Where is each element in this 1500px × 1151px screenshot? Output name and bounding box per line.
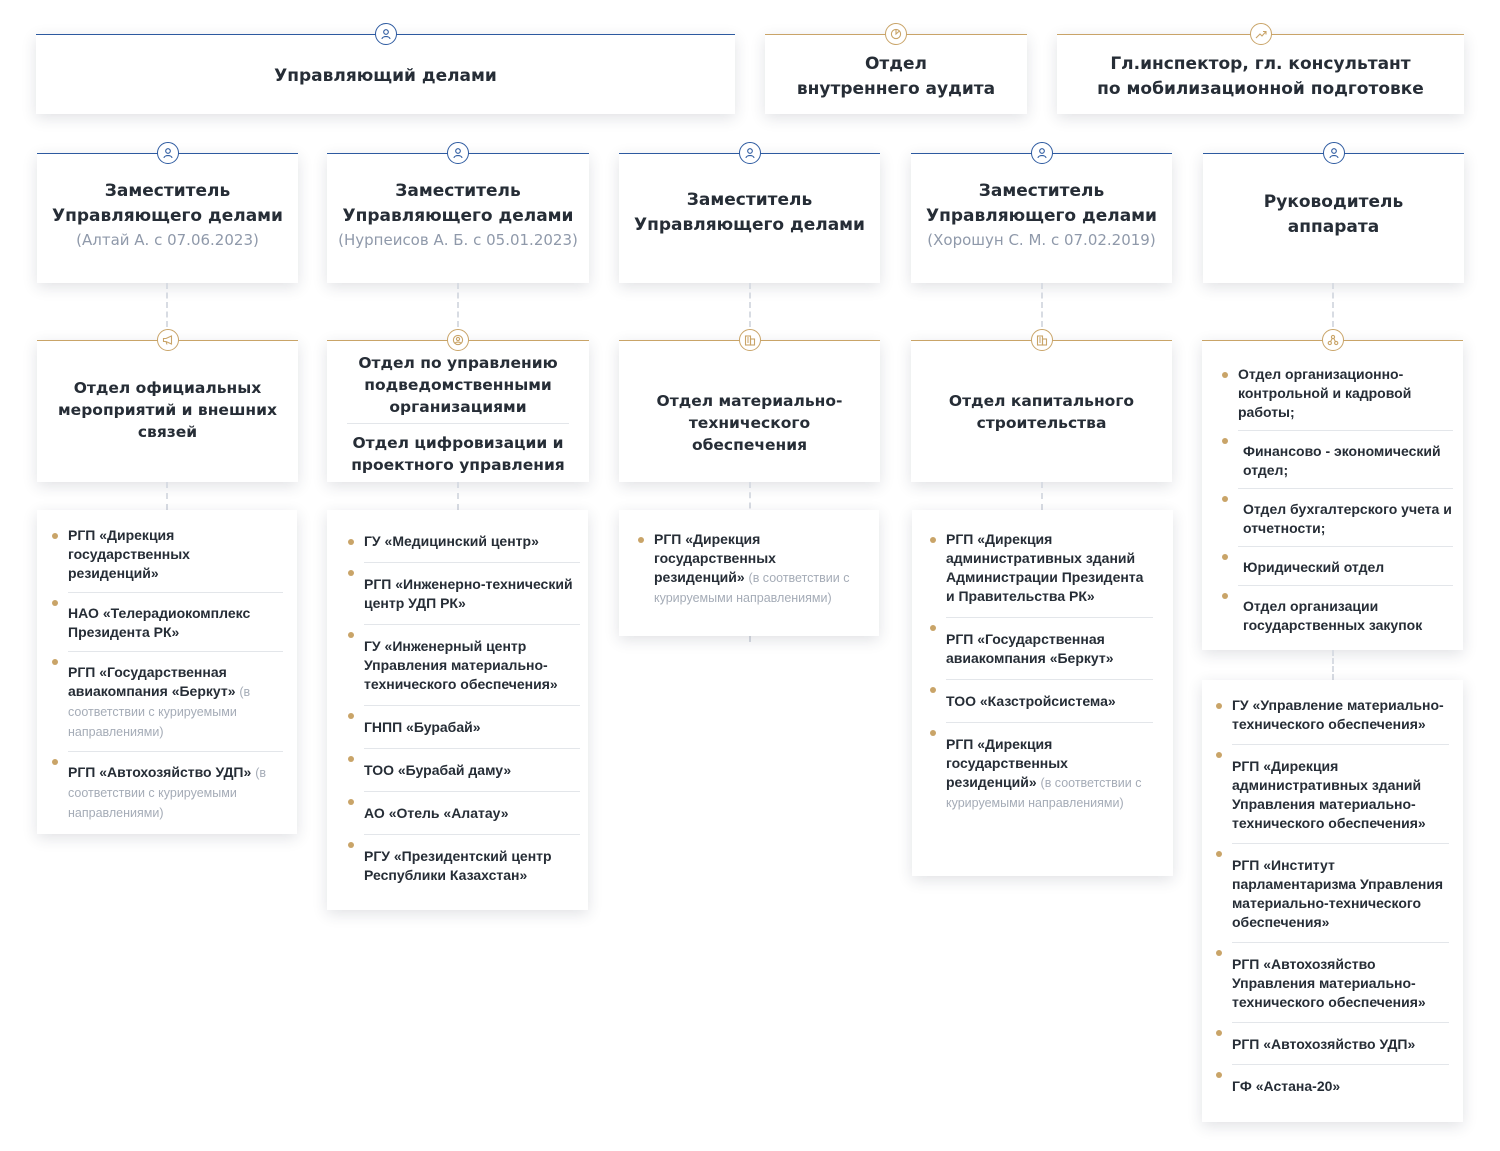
department-card-4[interactable] (911, 340, 1172, 482)
org-name: РГП «Дирекция административных зданий Администрации Президента и Правительства РК» (946, 531, 1144, 604)
deputy-line2: Управляющего делами (52, 205, 283, 226)
connector (1041, 482, 1043, 510)
deputy-line1: Руководитель (1263, 191, 1404, 212)
org-note: (в соответствии с курируемыми направлениями) (68, 685, 251, 739)
list-item: РГП «Инженерно-технический центр УДП РК» (364, 563, 580, 625)
manager-title: Управляющий делами (274, 66, 497, 86)
department-title: Отдел капитального строительства (948, 392, 1135, 432)
connector (457, 482, 459, 510)
list-item (68, 752, 283, 832)
inspector-line1: Гл.инспектор, гл. консультант (1110, 53, 1411, 74)
list-item: ГНПП «Бурабай» (364, 706, 580, 749)
connector (457, 283, 459, 327)
deputy-card-1[interactable] (37, 153, 298, 283)
list-item: Финансово - экономический отдел; (1238, 431, 1453, 489)
list-item: АО «Отель «Алатау» (364, 792, 580, 835)
list-item: Юридический отдел (1238, 547, 1453, 586)
list-item (946, 618, 1153, 680)
org-note: (в соответствии с курируемыми направлениями) (654, 571, 850, 605)
audit-line2: внутреннего аудита (796, 78, 996, 99)
network-icon (1322, 329, 1344, 351)
deputy-line2: аппарата (1287, 216, 1380, 237)
connector (749, 283, 751, 327)
list-item: Отдел организационно-контрольной и кадровой работы; (1238, 365, 1453, 431)
org-name: РГП «Государственная авиакомпания «Беркут» (68, 664, 236, 699)
inspector-card[interactable] (1057, 34, 1464, 114)
list-item: ГУ «Медицинский центр» (364, 532, 580, 563)
inspector-line2: по мобилизационной подготовке (1097, 78, 1424, 99)
deputy-line1: Заместитель (395, 180, 521, 201)
connector (1332, 650, 1334, 680)
department-list (1238, 365, 1453, 643)
org-name: РГП «Государственная авиакомпания «Беркут» (946, 631, 1114, 666)
org-name: НАО «Телерадиокомплекс Президента РК» (68, 605, 251, 640)
orgs-list (1232, 696, 1449, 1106)
list-item (68, 526, 283, 593)
list-item (68, 652, 283, 752)
settings-icon (447, 329, 469, 351)
deputy-line1: Заместитель (686, 189, 813, 210)
list-item: РГП «Дирекция административных зданий Управления материально-технического обеспечения» (1232, 745, 1449, 844)
department-title: Отдел материально-технического обеспечения (656, 392, 843, 454)
orgs-card-1[interactable] (37, 510, 297, 834)
department-card-3[interactable] (619, 340, 880, 482)
orgs-card-5[interactable] (1202, 680, 1463, 1122)
orgs-list (68, 526, 283, 832)
org-name: РГП «Автохозяйство УДП» (68, 764, 252, 780)
deputy-line1: Заместитель (104, 180, 231, 201)
deputy-line2: Управляющего делами (926, 205, 1157, 226)
list-item: Отдел организации государственных закупок (1238, 586, 1453, 643)
list-item: РГП «Автохозяйство УДП» (1232, 1023, 1449, 1065)
department-card-1[interactable] (37, 340, 298, 482)
org-note: (в соответствии с курируемыми направлениями) (68, 766, 266, 820)
megaphone-icon (157, 329, 179, 351)
deputy-line2: Управляющего делами (634, 214, 865, 235)
connector (166, 283, 168, 327)
department-title: Отдел цифровизации и проектного управления (351, 434, 565, 474)
manager-card[interactable] (36, 34, 735, 114)
deputy-card-4[interactable] (911, 153, 1172, 283)
connector (1041, 283, 1043, 327)
list-item (946, 680, 1153, 723)
list-item: РГУ «Президентский центр Республики Казахстан» (364, 835, 580, 896)
audit-card[interactable] (765, 34, 1027, 114)
department-card-2[interactable] (327, 340, 589, 482)
orgs-card-2[interactable] (327, 510, 588, 910)
department-title: Отдел официальных мероприятий и внешних связей (58, 379, 277, 441)
building-icon (1031, 329, 1053, 351)
orgs-list (654, 530, 867, 608)
deputy-name: (Хорошун С. М. с 07.02.2019) (927, 230, 1156, 249)
orgs-card-4[interactable] (912, 510, 1173, 876)
list-item (654, 530, 867, 608)
list-item (68, 593, 283, 652)
connector (1332, 283, 1334, 327)
connector (166, 482, 168, 510)
list-item: ГУ «Управление материально-технического обеспечения» (1232, 696, 1449, 745)
org-name: ТОО «Казстройсистема» (946, 693, 1116, 709)
org-name: РГП «Дирекция государственных резиденций» (68, 527, 190, 581)
org-name: РГП «Дирекция государственных резиденций» (654, 531, 776, 585)
orgs-list (946, 530, 1153, 824)
department-card-5[interactable] (1202, 340, 1463, 650)
list-item (946, 723, 1153, 824)
orgs-card-3[interactable] (619, 510, 879, 636)
deputy-card-3[interactable] (619, 153, 880, 283)
list-item: ТОО «Бурабай даму» (364, 749, 580, 792)
list-item: ГФ «Астана-20» (1232, 1065, 1449, 1106)
list-item (946, 530, 1153, 618)
list-item: Отдел бухгалтерского учета и отчетности; (1238, 489, 1453, 547)
deputy-name: (Нурпеисов А. Б. с 05.01.2023) (338, 230, 578, 249)
list-item: РГП «Автохозяйство Управления материально-технического обеспечения» (1232, 943, 1449, 1023)
org-note: (в соответствии с курируемыми направлениями) (946, 776, 1142, 810)
deputy-name: (Алтай А. с 07.06.2023) (76, 230, 259, 249)
department-title: Отдел по управлению подведомственными организациями (347, 352, 569, 424)
audit-line1: Отдел (864, 53, 927, 74)
building-icon (739, 329, 761, 351)
chief-of-staff-card[interactable] (1203, 153, 1464, 283)
list-item: ГУ «Инженерный центр Управления материально-технического обеспечения» (364, 625, 580, 706)
deputy-line2: Управляющего делами (342, 205, 574, 226)
deputy-card-2[interactable] (327, 153, 589, 283)
org-name: РГП «Дирекция государственных резиденций» (946, 736, 1068, 790)
list-item: РГП «Институт парламентаризма Управления материально-технического обеспечения» (1232, 844, 1449, 943)
orgs-list (364, 532, 580, 896)
deputy-line1: Заместитель (978, 180, 1105, 201)
